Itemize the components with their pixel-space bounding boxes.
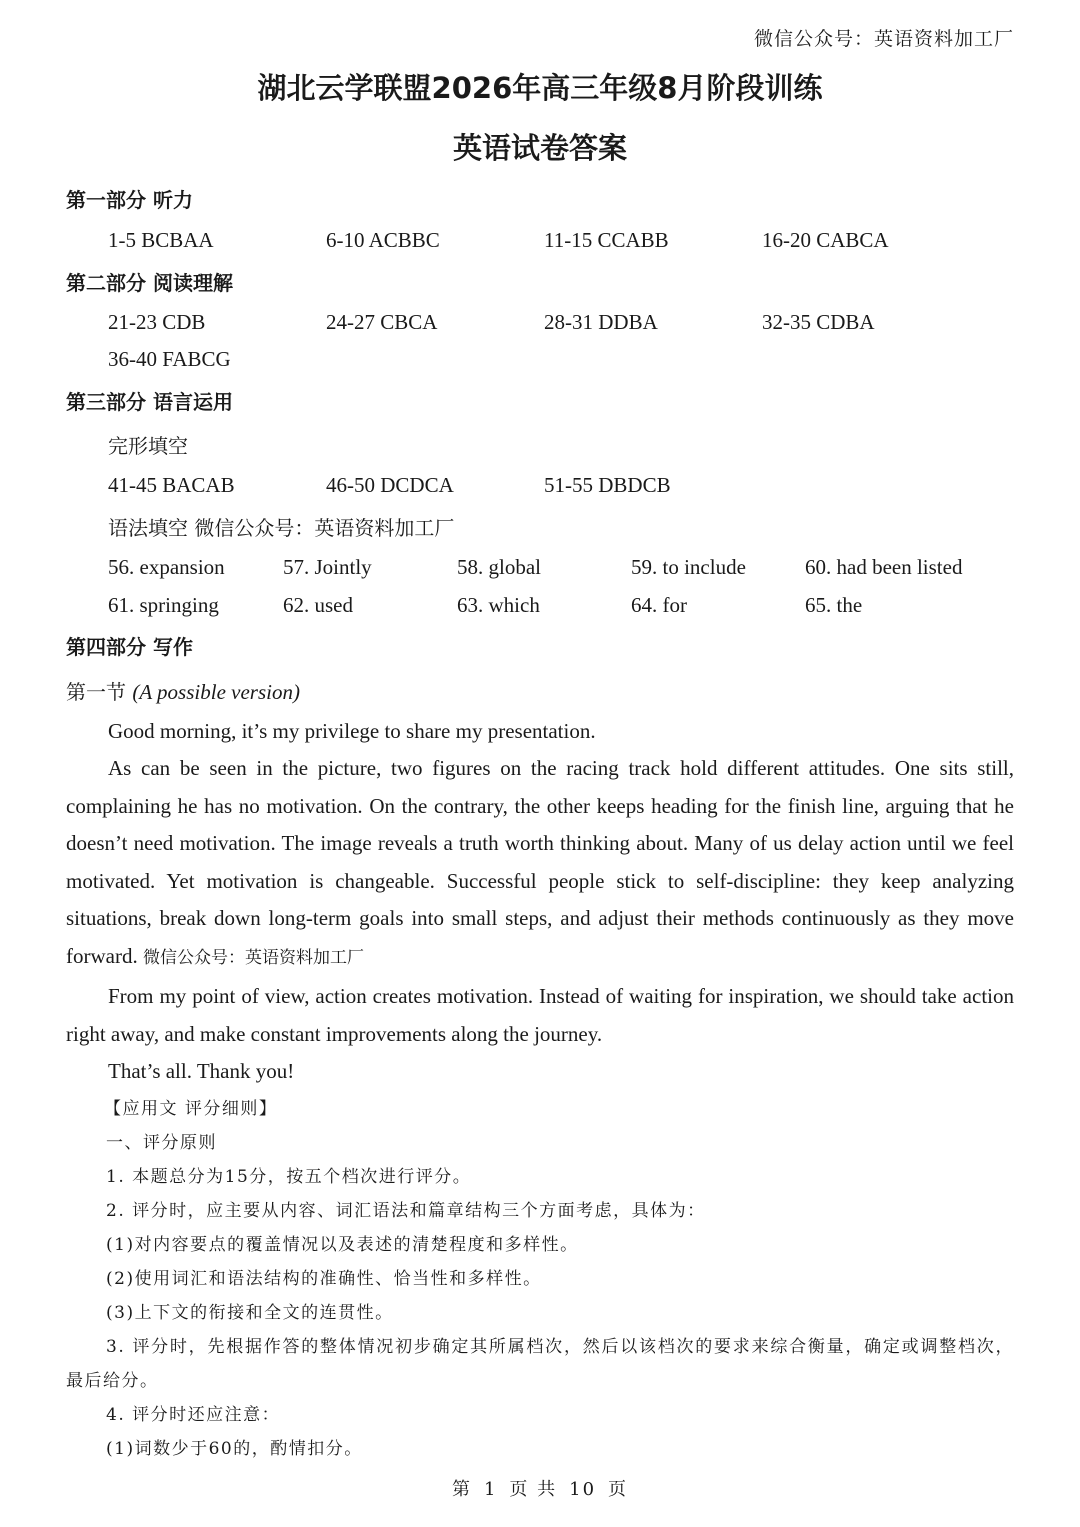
rubric-item: 3. 评分时，先根据作答的整体情况初步确定其所属档次，然后以该档次的要求来综合衡量，确定或调整档次，最后给分。 (66, 1337, 1014, 1391)
grammar-answer: 61. springing (108, 593, 219, 617)
rubric-principle: 一、评分原则 (106, 1133, 217, 1153)
essay-paragraph-4: That’s all. Thank you! (108, 1059, 295, 1083)
essay-paragraph-3: From my point of view, action creates motivation. Instead of waiting for inspiration, we should take action right away, and make constant improvements along the journey. (66, 984, 1014, 1046)
answer-group: 51-55 DBDCB (544, 473, 671, 497)
grammar-answers-row (0, 555, 1080, 585)
page-title: 湖北云学联盟2026年高三年级8月阶段训练 (257, 71, 823, 105)
page-footer (0, 1475, 1080, 1501)
footer-suffix: 页 (608, 1479, 629, 1500)
page-subtitle: 英语试卷答案 (452, 131, 627, 165)
cloze-title: 完形填空 (108, 434, 188, 458)
part2-answers-row (0, 310, 1080, 340)
page-number: 1 (483, 1479, 498, 1500)
grammar-title: 语法填空 微信公众号：英语资料加工厂 (108, 516, 455, 540)
essay-paragraph-2 (66, 750, 1014, 977)
grammar-answer: 60. had been listed (805, 555, 963, 579)
cloze-answers-row (0, 473, 1080, 503)
header-watermark: 微信公众号：英语资料加工厂 (753, 28, 1014, 50)
rubric-subitem: (1)词数少于60的，酌情扣分。 (106, 1439, 363, 1459)
grammar-answer: 64. for (631, 593, 687, 617)
answer-group: 41-45 BACAB (108, 473, 235, 497)
grammar-answer: 62. used (283, 593, 353, 617)
part3-heading: 第三部分 语言运用 (66, 390, 233, 414)
part1-heading: 第一部分 听力 (66, 188, 193, 212)
section-note: (A possible version) (132, 680, 300, 704)
footer-prefix: 第 (451, 1479, 472, 1500)
answer-group: 46-50 DCDCA (326, 473, 454, 497)
rubric-subitem: (3)上下文的衔接和全文的连贯性。 (106, 1303, 394, 1323)
footer-middle: 页 共 (509, 1479, 558, 1500)
rubric-item: 1. 本题总分为15分，按五个档次进行评分。 (106, 1167, 472, 1187)
answer-group: 1-5 BCBAA (108, 228, 214, 252)
section-label (66, 676, 300, 705)
part2-heading: 第二部分 阅读理解 (66, 271, 233, 295)
essay-paragraph-2-text: As can be seen in the picture, two figures on the racing track hold different attitudes. One sits still, complaining he has no motivation. On the contrary, the other keeps heading for the finish line, arguing that he doesn’t need motivation. The image reveals a truth worth thinking about. Many of us delay action until we feel motivated. Yet motivation is changeable. Successful people stick to self-discipline: they keep analyzing situations, break down long-term goals into small steps, and adjust their methods continuously as they move forward. (66, 756, 1014, 968)
part2-answers-row (0, 347, 1080, 377)
answer-group: 16-20 CABCA (762, 228, 889, 252)
rubric-item: 2. 评分时，应主要从内容、词汇语法和篇章结构三个方面考虑，具体为： (106, 1201, 706, 1221)
rubric-subitem: (1)对内容要点的覆盖情况以及表述的清楚程度和多样性。 (106, 1235, 579, 1255)
answer-group: 28-31 DDBA (544, 310, 658, 334)
part1-answers-row (0, 228, 1080, 258)
answer-group: 11-15 CCABB (544, 228, 669, 252)
inline-watermark: 微信公众号：英语资料加工厂 (142, 947, 364, 968)
grammar-answers-row (0, 593, 1080, 623)
grammar-answer: 59. to include (631, 555, 746, 579)
answer-group: 24-27 CBCA (326, 310, 438, 334)
rubric-subitem: (2)使用词汇和语法结构的准确性、恰当性和多样性。 (106, 1269, 542, 1289)
essay-paragraph-1: Good morning, it’s my privilege to share my presentation. (108, 719, 596, 743)
answer-group: 36-40 FABCG (108, 347, 231, 371)
grammar-answer: 57. Jointly (283, 555, 372, 579)
grammar-answer: 56. expansion (108, 555, 225, 579)
section-label-text: 第一节 (66, 680, 133, 704)
grammar-answer: 65. the (805, 593, 863, 617)
answer-group: 6-10 ACBBC (326, 228, 440, 252)
part4-heading: 第四部分 写作 (66, 635, 193, 659)
answer-group: 21-23 CDB (108, 310, 206, 334)
answer-group: 32-35 CDBA (762, 310, 875, 334)
total-pages: 10 (569, 1479, 597, 1500)
rubric-title: 【应用文 评分细则】 (104, 1099, 278, 1119)
rubric-item: 4. 评分时还应注意： (106, 1405, 281, 1425)
grammar-answer: 58. global (457, 555, 541, 579)
grammar-answer: 63. which (457, 593, 540, 617)
